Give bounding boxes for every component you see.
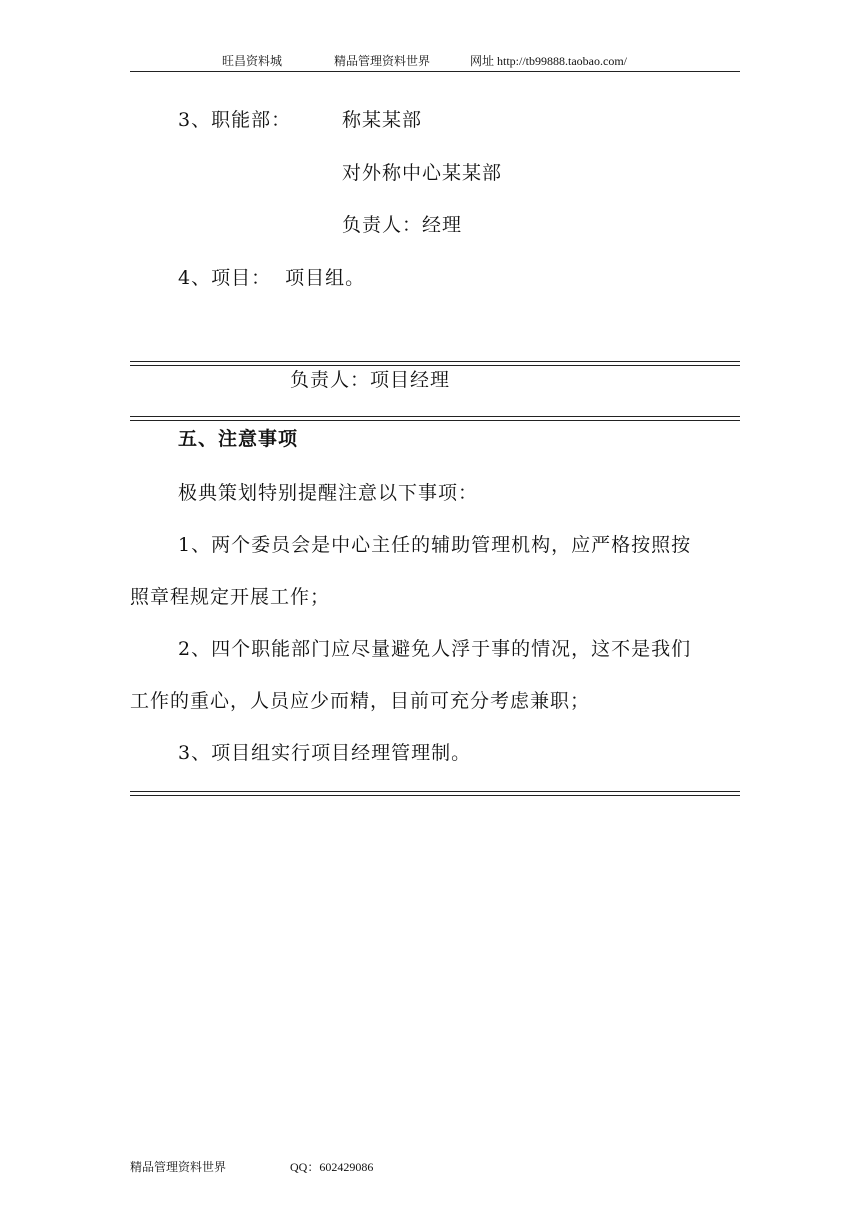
header-url: 网址 http://tb99888.taobao.com/ xyxy=(470,54,627,68)
section-title: 五、注意事项 xyxy=(178,428,299,450)
double-rule-bottom xyxy=(130,791,740,796)
footer-qq: QQ：602429086 xyxy=(290,1160,374,1174)
header-world-name: 精品管理资料世界 xyxy=(334,54,431,68)
footer-world-name: 精品管理资料世界 xyxy=(130,1160,227,1174)
double-rule-top xyxy=(130,361,740,366)
paragraph-3: 3、项目组实行项目经理管理制。 xyxy=(178,742,472,764)
boxed-responsible-line: 负责人：项目经理 xyxy=(290,369,451,391)
double-rule-middle xyxy=(130,416,740,421)
item3-line2: 对外称中心某某部 xyxy=(342,162,503,184)
paragraph-1-line-1: 1、两个委员会是中心主任的辅助管理机构，应严格按照按 xyxy=(178,534,692,556)
item3-line1: 称某某部 xyxy=(342,109,423,131)
header-shop-name: 旺昌资料城 xyxy=(222,54,283,68)
item3-label: 3、职能部： xyxy=(178,109,292,131)
header-rule xyxy=(130,71,740,72)
paragraph-2-line-1: 2、四个职能部门应尽量避免人浮于事的情况，这不是我们 xyxy=(178,638,692,660)
item3-line3: 负责人：经理 xyxy=(342,214,463,236)
intro-paragraph: 极典策划特别提醒注意以下事项： xyxy=(178,482,479,504)
item4-line: 4、项目： 项目组。 xyxy=(178,267,366,289)
paragraph-1-line-2: 照章程规定开展工作； xyxy=(130,586,331,608)
paragraph-2-line-2: 工作的重心，人员应少而精，目前可充分考虑兼职； xyxy=(130,690,591,712)
